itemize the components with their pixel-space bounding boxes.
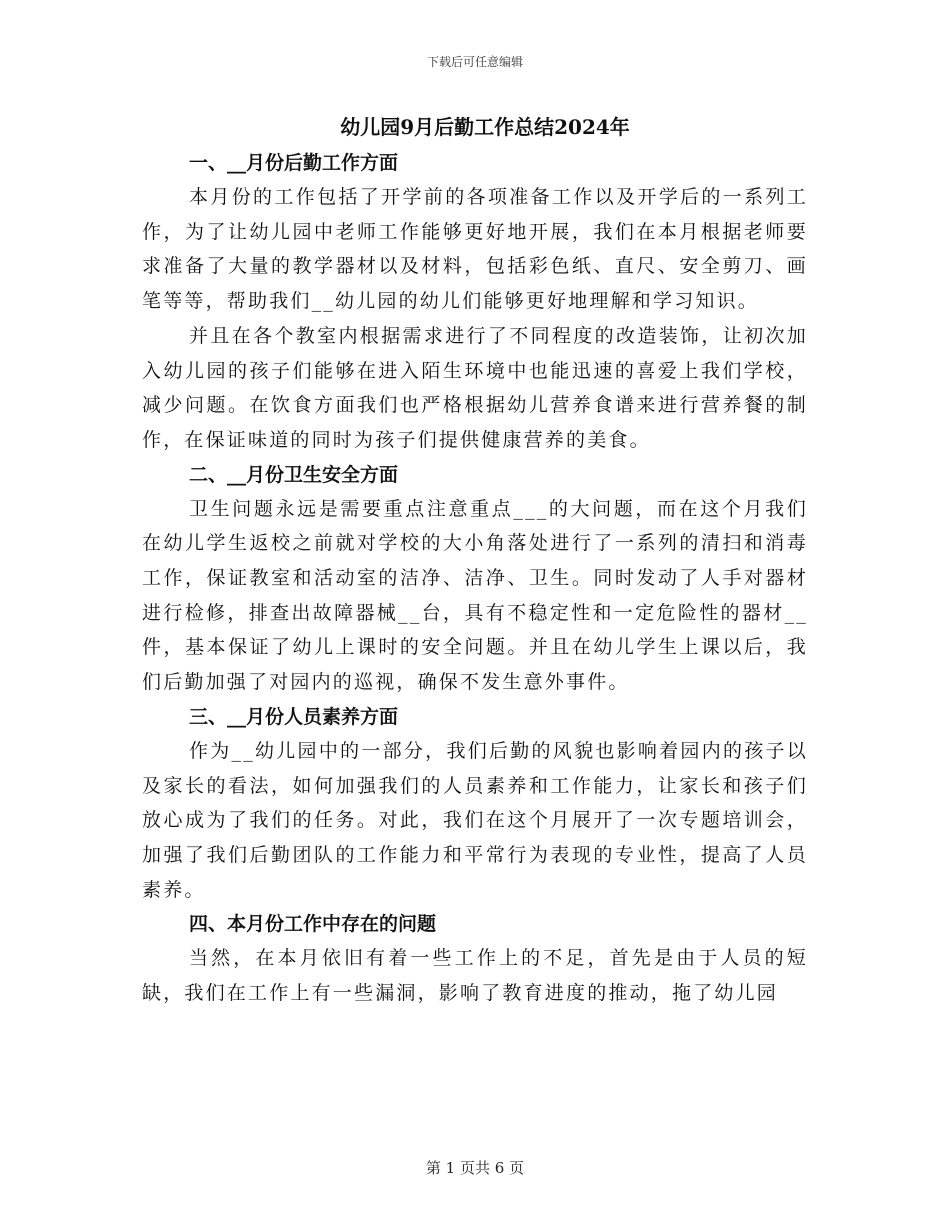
section-heading-3: 三、__月份人员素养方面 <box>189 705 399 728</box>
section-heading-4: 四、本月份工作中存在的问题 <box>189 913 437 936</box>
section-3-paragraph-1: 作为__幼儿园中的一部分，我们后勤的风貌也影响着园内的孩子以及家长的看法，如何加强我们的人员素养和工作能力，让家长和孩子们放心成为了我们的任务。对此，我们在这个月展开了一次专题培训会，加强了我们后勤团队的工作能力和平常行为表现的专业性，提高了人员素养。 <box>142 739 808 901</box>
section-4-paragraph-1: 当然，在本月依旧有着一些工作上的不足，首先是由于人员的短缺，我们在工作上有一些漏洞，影响了教育进度的推动，拖了幼儿园 <box>142 947 808 1005</box>
page-number: 第 1 页共 6 页 <box>425 1159 525 1177</box>
section-2-paragraph-1: 卫生问题永远是需要重点注意重点___的大问题，而在这个月我们在幼儿学生返校之前就对学校的大小角落处进行了一系列的清扫和消毒工作，保证教室和活动室的洁净、洁净、卫生。同时发动了人手对器材进行检修，排查出故障器械__台，具有不稳定性和一定危险性的器材__件，基本保证了幼儿上课时的安全问题。并且在幼儿学生上课以后，我们后勤加强了对园内的巡视，确保不发生意外事件。 <box>142 497 808 694</box>
section-heading-1: 一、__月份后勤工作方面 <box>189 152 399 174</box>
document-title: 幼儿园9月后勤工作总结2024年 <box>340 115 630 139</box>
section-1-paragraph-2: 并且在各个教室内根据需求进行了不同程度的改造装饰，让初次加入幼儿园的孩子们能够在进入陌生环境中也能迅速的喜爱上我们学校，减少问题。在饮食方面我们也严格根据幼儿营养食谱来进行营养餐的制作，在保证味道的同时为孩子们提供健康营养的美食。 <box>142 324 808 451</box>
document-body <box>142 112 808 1011</box>
section-1-paragraph-1: 本月份的工作包括了开学前的各项准备工作以及开学后的一系列工作，为了让幼儿园中老师工作能够更好地开展，我们在本月根据老师要求准备了大量的教学器材以及材料，包括彩色纸、直尺、安全剪刀、画笔等等，帮助我们__幼儿园的幼儿们能够更好地理解和学习知识。 <box>142 186 808 313</box>
section-heading-2: 二、__月份卫生安全方面 <box>189 463 399 486</box>
page-header: 下载后可任意编辑 <box>426 55 523 69</box>
